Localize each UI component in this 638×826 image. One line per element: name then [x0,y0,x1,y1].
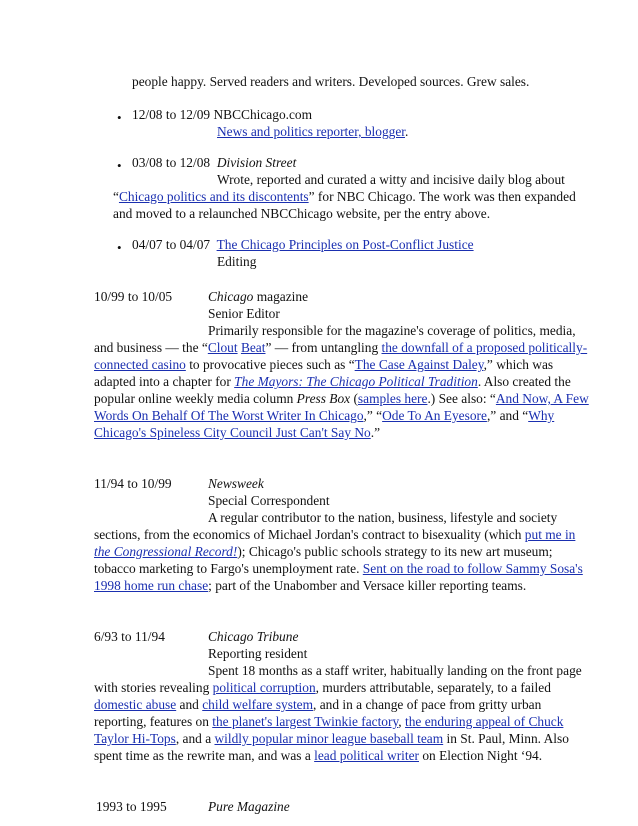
entry-org: Division Street [216,155,297,170]
entry-dates: 03/08 to 12/08 [132,155,211,170]
link-chuck-taylor[interactable]: the enduring appeal of Chuck [405,714,564,729]
link-minor-league-baseball[interactable]: wildly popular minor league baseball team [214,731,444,746]
link-clout[interactable]: Clout [207,340,238,355]
job-desc-line: adapted into a chapter for The Mayors: The Chicago Political Tradition. Also created the [94,374,571,389]
link-chicago-politics-discontents[interactable]: Chicago politics and its discontents [118,189,309,204]
intro-line: people happy. Served readers and writers. Developed sources. Grew sales. [132,74,530,89]
job-org: Chicago magazine [208,289,309,304]
job-dates: 1993 to 1995 [96,799,167,814]
entry-dates: 04/07 to 04/07 [132,237,211,252]
link-twinkie-factory[interactable]: the planet's largest Twinkie factory [212,714,399,729]
entry-desc-line: and moved to a relaunched NBCChicago website, per the entry above. [113,206,491,221]
link-congressional-record[interactable]: the Congressional Record! [94,544,238,559]
job-desc-line: sections, from the economics of Michael Jordan's contract to bisexuality (which put me in [94,527,576,542]
link-put-me-in[interactable]: put me in [524,527,576,542]
job-desc-line: 1998 home run chase; part of the Unabomber and Versace killer reporting teams. [94,578,527,593]
resume-page: people happy. Served readers and writers. Developed sources. Grew sales. • 12/08 to 12/09 NBCChicago.com News and politics reporter, blogger. • 03/08 to 12/08 Division Street Wrote, reported and curated a witty and incisive daily blog about “Chicago politics and its discontents” for NBC Chicago. The work was then expanded and moved to a relaunched NBCChicago website, per the entry above. • 04/07 to 04/07 The Chicago Principles on Post-Conflict Justice Editing 10/99 to 10/05 Chicago magazine Senior Editor Primarily responsible for the magazine's coverage of politics, media, and business — the “Clout Beat” — from untangling the downfall of a proposed politically- connected casino to provocative pieces such as “The Case Against Daley,” which was adapted into a chapter for The Mayors: The Chicago Political Tradition. Also created the popular online weekly media column Press Box (samples here.) See also: “And Now, A Few Words On Behalf Of The Worst Writer In Chicago,” “Ode To An Eyesore,” and “Why Chicago's Spineless City Council Just Can't Say No.” 11/94 to 10/99 Newsweek Special Correspondent A regular contributor to the nation, business, lifestyle and society sections, from the economics of Michael Jordan's contract to bisexuality (which put me in the Congressional Record!); Chicago's public schools strategy to its new art museum; tobacco marketing to Fargo's unemployment rate. Sent on the road to follow Sammy Sosa's 1998 home run chase; part of the Unabomber and Versace killer reporting teams. 6/93 to 11/94 Chicago Tribune Reporting resident Spent 18 months as a staff writer, habitually landing on the front page with stories revealing political corruption, murders attributable, separately, to a failed domestic abuse and child welfare system, and in a change of pace from gritty urban reporting, features on the planet's largest Twinkie factory, the enduring appeal of Chuck Taylor Hi-Tops, and a wildly popular minor league baseball team in St. Paul, Minn. Also spent time as the rewrite man, and was a lead political writer on Election Night ‘94. 1993 to 1995 Pure Magazine [0,0,638,826]
bullet-icon [117,110,125,118]
link-child-welfare-system[interactable]: child welfare system [202,697,314,712]
link-casino-downfall[interactable]: the downfall of a proposed politically- [381,340,588,355]
entry-dates: 12/08 to 12/09 [132,107,211,122]
job-desc-line: tobacco marketing to Fargo's unemployment rate. Sent on the road to follow Sammy Sosa's [94,561,583,576]
job-desc-line: Chicago's Spineless City Council Just Can't Say No.” [94,425,381,440]
link-ode-to-an-eyesore[interactable]: Ode To An Eyesore [382,408,487,423]
job-desc-line: connected casino to provocative pieces such as “The Case Against Daley,” which was [94,357,554,372]
link-chicago-principles[interactable]: The Chicago Principles on Post-Conflict Justice [216,237,474,252]
entry-role: Editing [217,254,257,269]
job-dates: 6/93 to 11/94 [94,629,165,644]
link-beat[interactable]: Beat [240,340,266,355]
job-desc-line: Primarily responsible for the magazine's coverage of politics, media, [208,323,576,338]
link-domestic-abuse[interactable]: domestic abuse [94,697,177,712]
link-political-corruption[interactable]: political corruption [212,680,316,695]
job-desc-line: Taylor Hi-Tops, and a wildly popular minor league baseball team in St. Paul, Minn. Also [94,731,569,746]
link-spineless-city-council[interactable]: Chicago's Spineless City Council Just Can't Say No [94,425,371,440]
link-hi-tops[interactable]: Taylor Hi-Tops [94,731,176,746]
link-sammy-sosa[interactable]: Sent on the road to follow Sammy Sosa's [362,561,583,576]
link-samples-here[interactable]: samples here [357,391,428,406]
job-desc-line: reporting, features on the planet's largest Twinkie factory, the enduring appeal of Chuck [94,714,564,729]
link-news-politics-reporter[interactable]: News and politics reporter, blogger [217,124,405,139]
job-org: Newsweek [208,476,264,491]
job-desc-line: domestic abuse and child welfare system, and in a change of pace from gritty urban [94,697,542,712]
link-lead-political-writer[interactable]: lead political writer [314,748,419,763]
entry-org: NBCChicago.com [213,107,313,122]
link-and-now-a-few[interactable]: And Now, A Few [495,391,589,406]
job-desc-line: Spent 18 months as a staff writer, habitually landing on the front page [208,663,582,678]
job-desc-line: popular online weekly media column Press Box (samples here.) See also: “And Now, A Few [94,391,589,406]
job-desc-line: the Congressional Record!); Chicago's public schools strategy to its new art museum; [94,544,553,559]
link-connected-casino[interactable]: connected casino [94,357,186,372]
job-desc-line: and business — the “Clout Beat” — from untangling the downfall of a proposed politically- [94,340,588,355]
job-dates: 11/94 to 10/99 [94,476,172,491]
job-desc-line: with stories revealing political corruption, murders attributable, separately, to a failed [94,680,551,695]
link-home-run-chase[interactable]: 1998 home run chase [94,578,209,593]
job-dates: 10/99 to 10/05 [94,289,173,304]
job-desc-line: Words On Behalf Of The Worst Writer In Chicago,” “Ode To An Eyesore,” and “Why [94,408,555,423]
job-org: Pure Magazine [208,799,290,814]
link-why[interactable]: Why [528,408,555,423]
link-case-against-daley[interactable]: The Case Against Daley [354,357,484,372]
job-org: Chicago Tribune [208,629,299,644]
job-role: Reporting resident [208,646,308,661]
link-worst-writer[interactable]: Words On Behalf Of The Worst Writer In Chicago [94,408,364,423]
job-role: Senior Editor [208,306,280,321]
job-desc-line: spent time as the rewrite man, and was a lead political writer on Election Night ‘94. [94,748,543,763]
job-role: Special Correspondent [208,493,330,508]
entry-desc-line: Wrote, reported and curated a witty and incisive daily blog about [217,172,565,187]
link-the-mayors[interactable]: The Mayors: The Chicago Political Tradition [234,374,478,389]
bullet-icon [117,158,125,166]
bullet-icon [117,240,125,248]
job-desc-line: A regular contributor to the nation, business, lifestyle and society [208,510,558,525]
